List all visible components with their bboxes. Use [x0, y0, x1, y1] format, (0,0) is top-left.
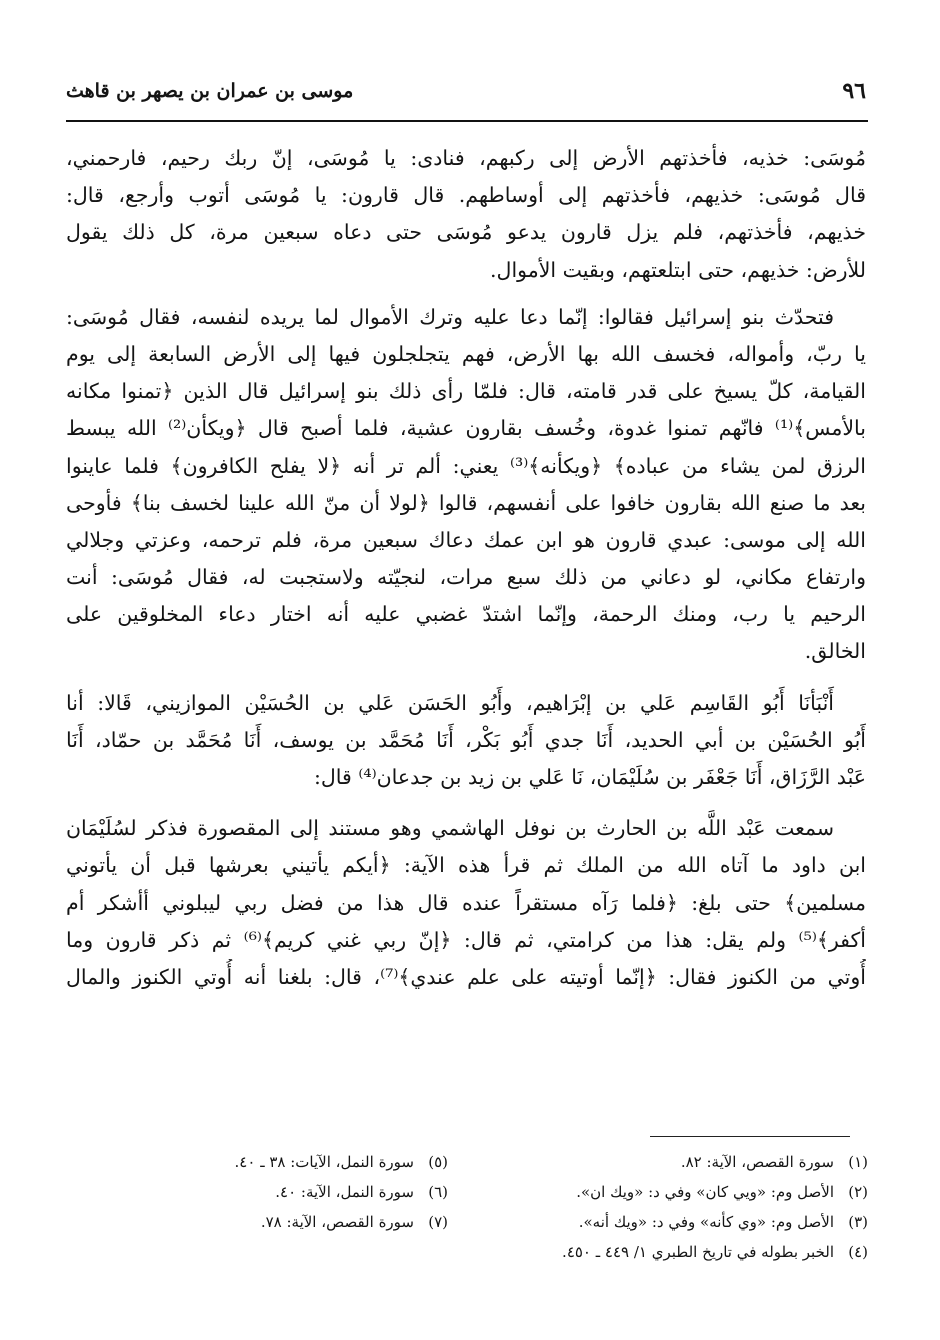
text-line: سمعت عَبْد اللَّه بن الحارث بن نوفل الهاشمي وهو مستند إلى المقصورة فذكر لسُلَيْمَان: [66, 816, 834, 841]
footnote-text: الخبر بطوله في تاريخ الطبري ١/ ٤٤٩ ـ ٤٥٠.: [562, 1243, 834, 1261]
footnote-number: (٥): [428, 1153, 448, 1171]
page-number: ٩٦: [842, 78, 866, 104]
footnotes: [90, 1147, 868, 1287]
paragraph-2: [66, 299, 866, 671]
text-line: الله إلى موسى: عبدي قارون هو ابن عمك دعاك سبعين مرة، فلم ترحمه، وعزتي وجلالي: [66, 527, 866, 552]
paragraph-3: [66, 685, 866, 797]
header-rule: [66, 120, 868, 122]
footnote-number: (٦): [428, 1183, 448, 1201]
text-line: عَبْد الرَّزَاق، أَنَا جَعْفَر بن سُلَيْمَان، نَا عَلي بن زيد بن جدعان⁽⁴⁾ قال:: [313, 765, 866, 789]
text-line: وارتفاع مكاني، لو دعاني من ذلك سبع مرات، لنجيّته ولاستجبت له، فقال مُوسَى: أنت: [66, 565, 866, 590]
footnote-rule: [650, 1136, 850, 1137]
footnote: [488, 1177, 868, 1207]
running-title: موسى بن عمران بن يصهر بن قاهث: [66, 80, 354, 102]
text-line: أَبُو الحُسَيْن بن أبي الحديد، أَنَا جدي أَبُو بَكْر، أَنَا مُحَمَّد بن يوسف، أَنَا مُحَمَّد بن حمّاد، أَنَا: [66, 727, 866, 752]
footnote-number: (٧): [428, 1213, 448, 1231]
footnote-text: سورة القصص، الآية: ٨٢.: [680, 1153, 834, 1171]
footnote-text: الأصل وم: «وي كأنه» وفي د: «ويك أنه».: [578, 1213, 834, 1231]
footnote: [488, 1147, 868, 1177]
text-line: الخالق.: [804, 639, 866, 664]
text-line: فتحدّث بنو إسرائيل فقالوا: إنّما دعا عليه وترك الأموال لما يريده لنفسه، فقال مُوسَى:: [66, 304, 834, 329]
paragraph-4: [66, 810, 866, 996]
text-line: مُوسَى: خذيه، فأخذتهم الأرض إلى ركبهم، فنادى: يا مُوسَى، إنّ ربك رحيم، فارحمني،: [66, 146, 866, 170]
text-line: مسلمين﴾ حتى بلغ: ﴿فلما رَآه مستقراً عنده قال هذا من فضل ربي ليبلوني أأشكر أم: [66, 890, 866, 915]
page-header: [66, 78, 866, 108]
footnote: [488, 1237, 868, 1267]
footnote-text: الأصل وم: «ويي كان» وفي د: «ويك ان».: [576, 1183, 834, 1201]
footnote: [68, 1177, 448, 1207]
text-line: قال مُوسَى: خذيهم، فأخذتهم إلى أوساطهم. قال قارون: يا مُوسَى أتوب وأرجع، قال:: [66, 183, 866, 208]
paragraph-1: [66, 140, 866, 289]
text-line: أُوتي من الكنوز فقال: ﴿إنّما أوتيته على علم عندي﴾⁽⁷⁾، قال: بلغنا أنه أُوتي الكنوز والمال: [66, 964, 866, 989]
main-text: [66, 140, 866, 996]
text-line: بعد ما صنع الله بقارون خافوا على أنفسهم، قالوا ﴿لولا أن منّ الله علينا لخسف بنا﴾ فأوحى: [66, 490, 866, 515]
text-line: الرزق لمن يشاء من عباده﴾ ﴿ويكأنه﴾⁽³⁾ يعني: ألم تر أنه ﴿لا يفلح الكافرون﴾ فلما عاينوا: [66, 453, 866, 478]
text-line: ابن داود ما آتاه الله من الملك ثم قرأ هذه الآية: ﴿أيكم يأتيني بعرشها قبل أن يأتوني: [66, 853, 866, 878]
footnote: [68, 1147, 448, 1177]
footnote: [68, 1207, 448, 1237]
text-line: بالأمس﴾⁽¹⁾ فانّهم تمنوا غدوة، وخُسف بقارون عشية، فلما أصبح قال ﴿ويكأن⁽²⁾ الله يبسط: [66, 416, 866, 441]
footnotes-column-left: [68, 1147, 448, 1237]
text-line: أَنْبَأنَا أَبُو القَاسِم عَلي بن إبْرَاهيم، وأَبُو الحَسَن عَلي بن الحُسَيْن الموازيني، قَالا: أنا: [66, 690, 834, 715]
footnote-number: (٢): [848, 1183, 868, 1201]
footnote-number: (٣): [848, 1213, 868, 1231]
text-line: أكفر﴾⁽⁵⁾ ولم يقل: هذا من كرامتي، ثم قال: ﴿إنّ ربي غني كريم﴾⁽⁶⁾ ثم ذكر قارون وما: [66, 927, 866, 952]
footnote-text: سورة القصص، الآية: ٧٨.: [260, 1213, 414, 1231]
footnote-number: (١): [848, 1153, 868, 1171]
text-line: يا ربّ، وأمواله، فخسف الله بها الأرض، فهم يتجلجلون فيها إلى الأرض السابعة إلى يوم: [66, 341, 866, 366]
footnote-number: (٤): [848, 1243, 868, 1261]
text-line: للأرض: خذيهم، حتى ابتلعتهم، وبقيت الأموال.: [490, 257, 866, 282]
footnote: [488, 1207, 868, 1237]
text-line: الرحيم يا رب، ومنك الرحمة، وإنّما اشتدّ غضبي عليه أنه اختار دعاء المخلوقين على: [66, 602, 866, 627]
text-line: خذيهم، فأخذتهم، فلم يزل قارون يدعو مُوسَى حتى دعاه سبعين مرة، كل ذلك يقول: [66, 220, 866, 245]
footnote-text: سورة النمل، الآيات: ٣٨ ـ ٤٠.: [234, 1153, 414, 1171]
footnotes-column-right: [488, 1147, 868, 1267]
footnote-text: سورة النمل، الآية: ٤٠.: [275, 1183, 414, 1201]
text-line: القيامة، كلّ يسيخ على قدر قامته، قال: فلمّا رأى ذلك بنو إسرائيل قال الذين ﴿تمنوا مكانه: [66, 379, 866, 404]
